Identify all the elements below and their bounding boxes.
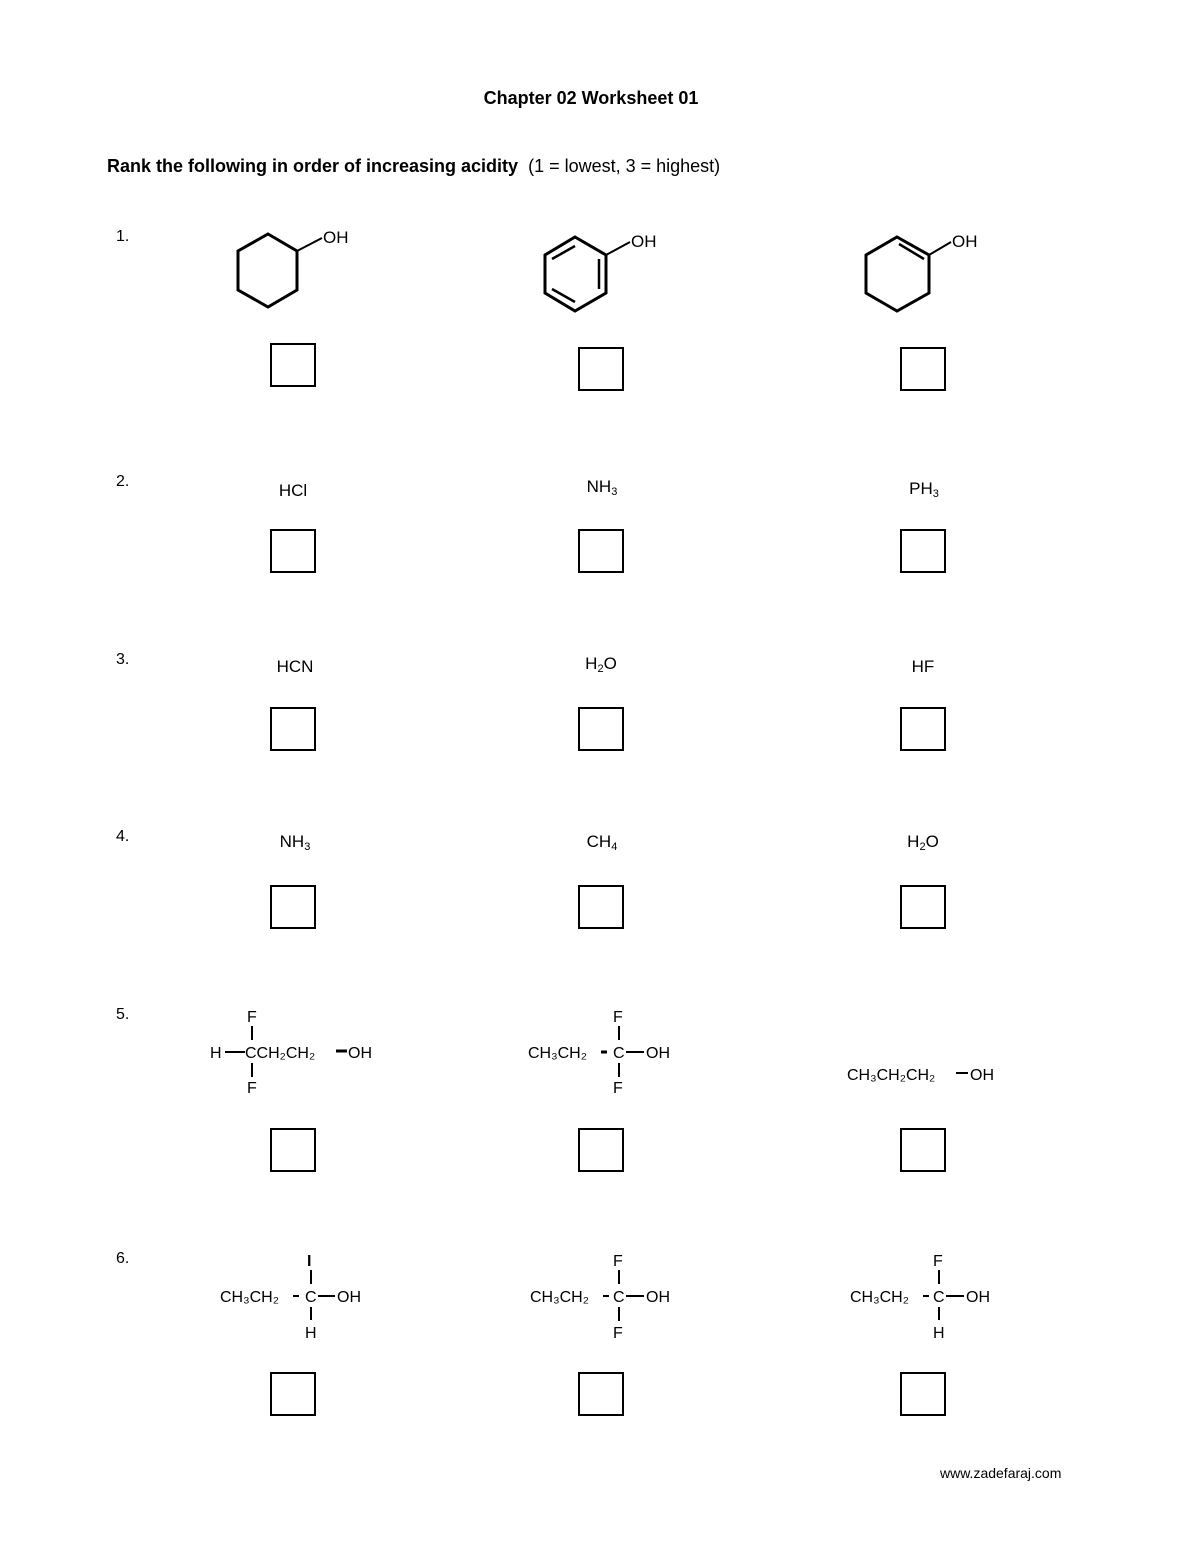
svg-text:OH: OH xyxy=(646,1045,670,1062)
svg-text:C: C xyxy=(305,1289,317,1306)
answer-box-3b[interactable] xyxy=(578,707,624,751)
answer-box-5a[interactable] xyxy=(270,1128,316,1172)
formula-hcl: HCl xyxy=(278,481,308,500)
svg-text:H: H xyxy=(305,1325,317,1342)
svg-text:CH₃CH₂CH₂: CH₃CH₂CH₂ xyxy=(847,1067,936,1084)
question-number-1: 1. xyxy=(116,228,130,245)
svg-text:CH₃CH₂: CH₃CH₂ xyxy=(220,1289,279,1306)
formula-nh3: $NH_3$ xyxy=(586,477,618,498)
iodo-propanol-structure xyxy=(215,1244,405,1344)
svg-text:F: F xyxy=(247,1080,257,1097)
instructions xyxy=(107,156,720,177)
formula-ph3: $PH_3$ xyxy=(909,479,939,500)
svg-text:F: F xyxy=(613,1325,623,1342)
page-title: Chapter 02 Worksheet 01 xyxy=(483,88,699,108)
formula-hf: HF xyxy=(911,657,935,676)
svg-text:CH₃CH₂: CH₃CH₂ xyxy=(528,1045,587,1062)
formula-h2o: $H_2O$ xyxy=(585,654,617,675)
instruction-text: Rank the following in order of increasing acidity xyxy=(107,156,519,176)
question-number-2: 2. xyxy=(116,473,130,490)
hydroxyl-label: OH xyxy=(631,232,657,251)
answer-box-4b[interactable] xyxy=(578,885,624,929)
svg-text:OH: OH xyxy=(966,1289,990,1306)
fluoro-propanol-structure xyxy=(845,1244,1035,1344)
hydroxyl-label: OH xyxy=(323,228,349,247)
instruction-note: (1 = lowest, 3 = highest) xyxy=(528,156,721,176)
question-number-5: 5. xyxy=(116,1006,130,1023)
question-number-3: 3. xyxy=(116,651,130,668)
svg-text:H: H xyxy=(210,1045,222,1062)
cyclohexenol-structure xyxy=(850,225,1000,325)
answer-box-2a[interactable] xyxy=(270,529,316,573)
svg-text:OH: OH xyxy=(646,1289,670,1306)
answer-box-3a[interactable] xyxy=(270,707,316,751)
question-number-4: 4. xyxy=(116,828,130,845)
formula-h2o: $H_2O$ xyxy=(907,832,939,853)
answer-box-6a[interactable] xyxy=(270,1372,316,1416)
answer-box-4a[interactable] xyxy=(270,885,316,929)
formula-nh3: $NH_3$ xyxy=(279,832,311,853)
answer-box-2c[interactable] xyxy=(900,529,946,573)
difluoro-propanol-c1-structure xyxy=(525,1000,715,1100)
difluoro-propanol-c1-structure-6 xyxy=(525,1244,715,1344)
answer-box-6b[interactable] xyxy=(578,1372,624,1416)
svg-text:F: F xyxy=(613,1009,623,1026)
answer-box-5b[interactable] xyxy=(578,1128,624,1172)
svg-text:F: F xyxy=(933,1253,943,1270)
answer-box-6c[interactable] xyxy=(900,1372,946,1416)
svg-text:CCH₂CH₂: CCH₂CH₂ xyxy=(245,1045,316,1062)
footer-url: www.zadefaraj.com xyxy=(940,1465,1062,1481)
answer-box-1b[interactable] xyxy=(578,347,624,391)
svg-text:CH₃CH₂: CH₃CH₂ xyxy=(530,1289,589,1306)
svg-text:OH: OH xyxy=(348,1045,372,1062)
svg-text:C: C xyxy=(613,1289,625,1306)
svg-text:OH: OH xyxy=(970,1067,994,1084)
question-number-6: 6. xyxy=(116,1250,130,1267)
answer-box-2b[interactable] xyxy=(578,529,624,573)
svg-text:F: F xyxy=(247,1009,257,1026)
svg-text:OH: OH xyxy=(337,1289,361,1306)
hydroxyl-label: OH xyxy=(952,232,978,251)
phenol-structure xyxy=(530,225,680,325)
answer-box-3c[interactable] xyxy=(900,707,946,751)
svg-text:I: I xyxy=(307,1253,312,1270)
svg-text:F: F xyxy=(613,1080,623,1097)
propanol-structure xyxy=(842,1055,1022,1091)
answer-box-4c[interactable] xyxy=(900,885,946,929)
answer-box-5c[interactable] xyxy=(900,1128,946,1172)
formula-hcn: HCN xyxy=(276,657,314,676)
svg-text:C: C xyxy=(613,1045,625,1062)
difluoro-propanol-structure xyxy=(200,1000,400,1100)
cyclohexanol-structure xyxy=(220,220,370,320)
answer-box-1c[interactable] xyxy=(900,347,946,391)
answer-box-1a[interactable] xyxy=(270,343,316,387)
svg-text:CH₃CH₂: CH₃CH₂ xyxy=(850,1289,909,1306)
formula-ch4: $CH_4$ xyxy=(586,832,618,853)
svg-text:F: F xyxy=(613,1253,623,1270)
svg-text:C: C xyxy=(933,1289,945,1306)
svg-text:H: H xyxy=(933,1325,945,1342)
